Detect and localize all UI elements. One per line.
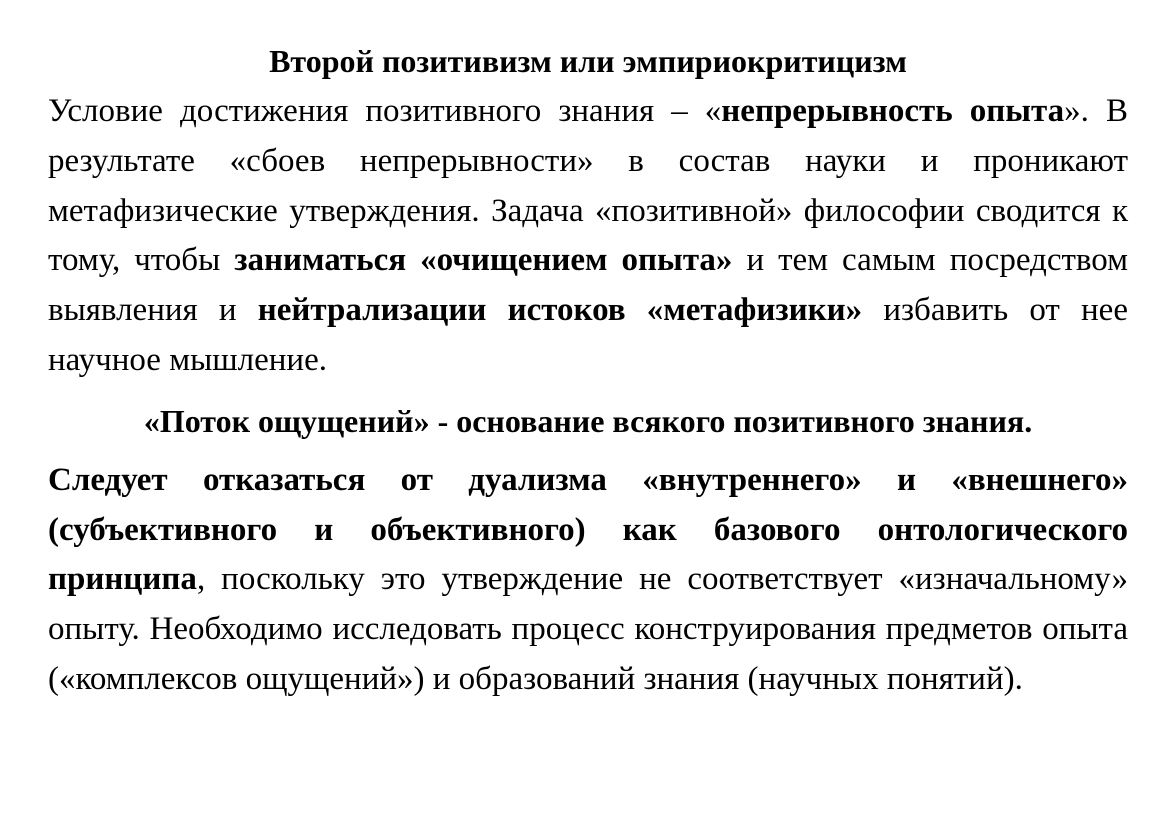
paragraph-continuity [48,87,1128,386]
slide [48,36,1128,705]
slide-title: Второй позитивизм или эмпириокритицизм [269,43,907,79]
p1-text-2: ». В результате «сбоев непрерывности» в состав науки и проникают метафизические утверждения. Задача «позитивной» философии сводится к тому, чтобы [48,93,1128,279]
p1-text-1: Условие достижения позитивного знания – « [48,93,722,129]
p2-text-1: , поскольку это утверждение не соответствует «изначальному» опыту. Необходимо исследовать процесс конструирования предметов опыта («комплексов ощущений») и образований знания (научных понятий). [48,561,1128,697]
p2-bold-dualism: Следует отказаться от дуализма «внутреннего» и «внешнего» (субъективного и объективного) как базового онтологического принципа [48,461,1128,598]
p1-bold-purification: заниматься «очищением опыта» [234,242,733,279]
section-subtitle: «Поток ощущений» - основание всякого позитивного знания. [143,402,1033,439]
p1-text-3: и тем самым посредством выявления и [48,242,1129,329]
p1-bold-metaphysics: нейтрализации истоков «метафизики» [257,292,863,329]
p1-text-4: избавить от нее научное мышление. [48,292,1128,378]
p1-bold-continuity: непрерывность опыта [721,93,1065,129]
paragraph-dualism [48,456,1128,705]
